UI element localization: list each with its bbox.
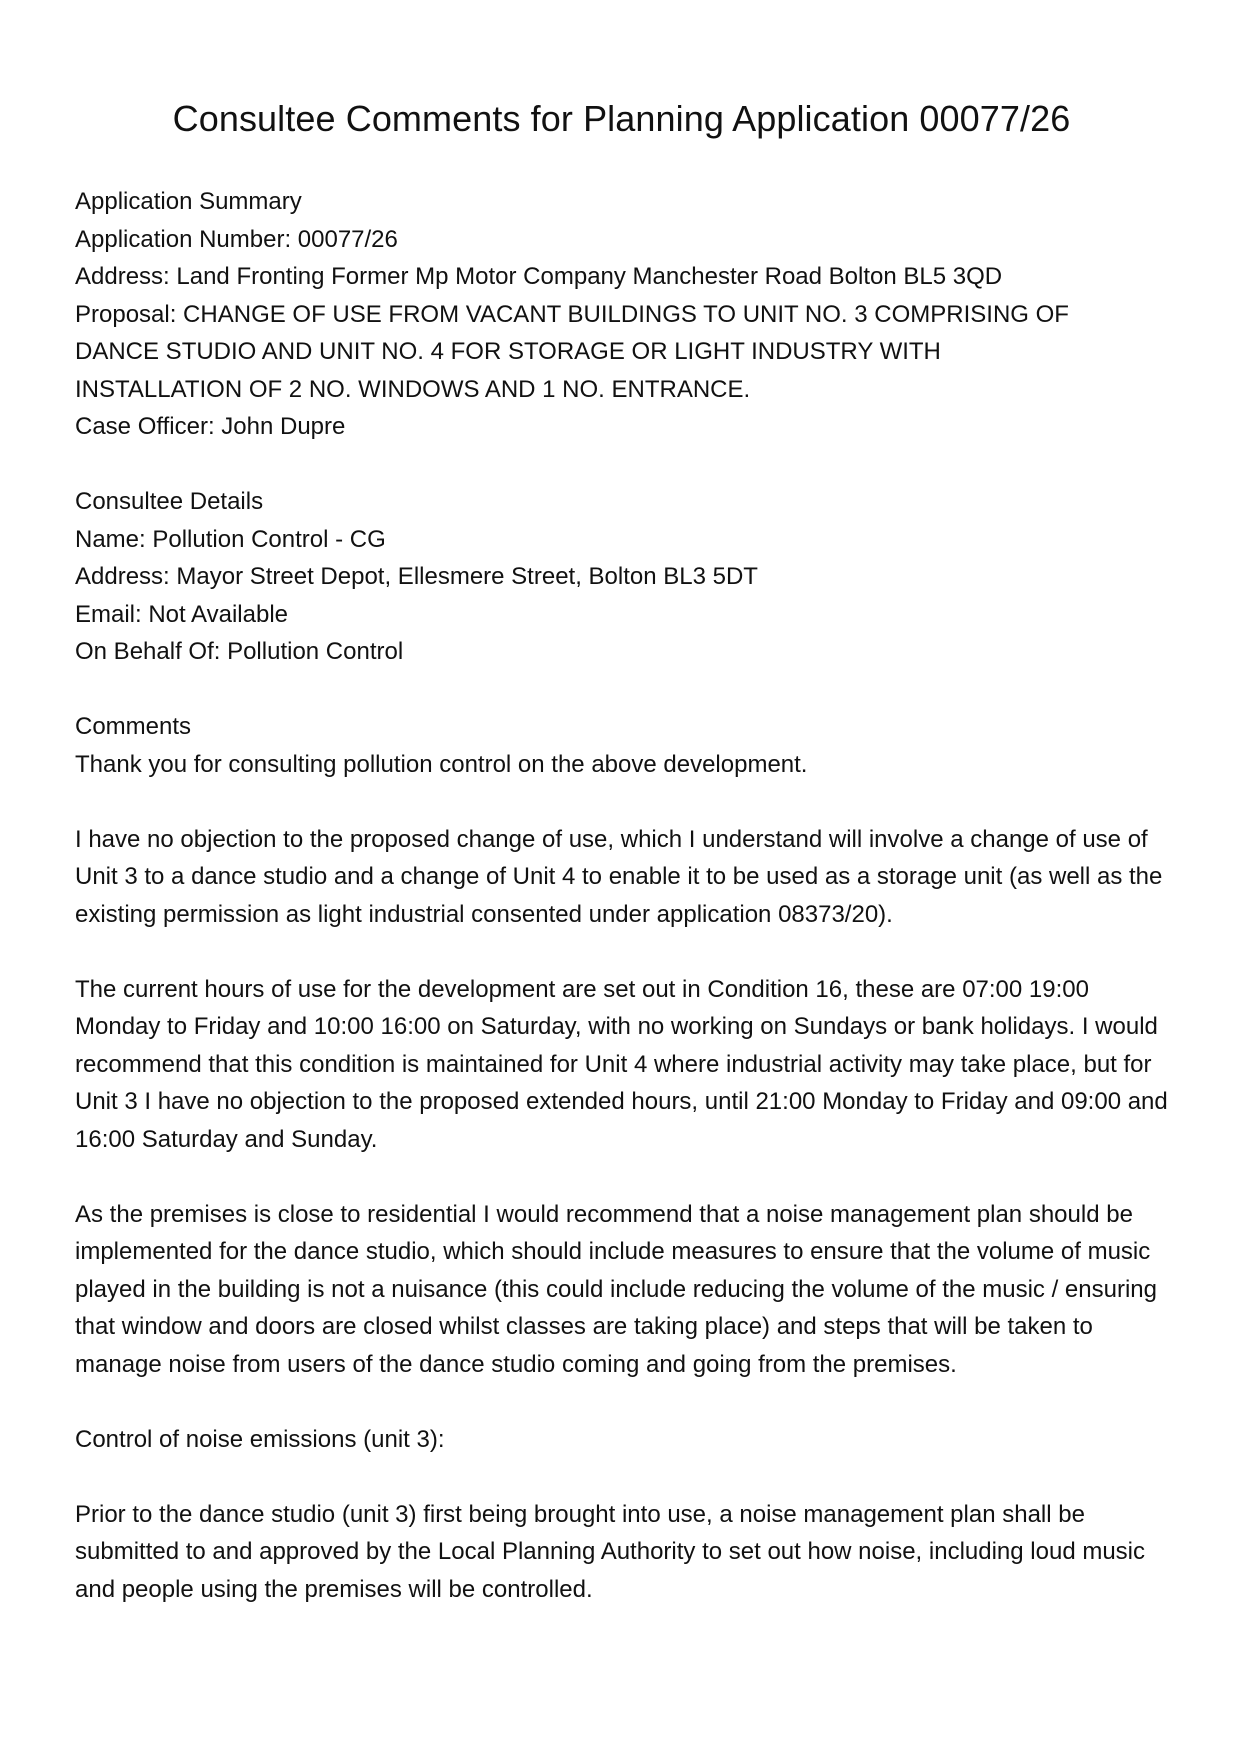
consultee-name: Name: Pollution Control - CG: [75, 525, 386, 553]
consultee-on-behalf-of: On Behalf Of: Pollution Control: [75, 638, 404, 665]
application-address: Address: Land Fronting Former Mp Motor Company Manchester Road Bolton BL5 3QD: [75, 263, 1003, 290]
proposal-line-3: INSTALLATION OF 2 NO. WINDOWS AND 1 NO. ENTRANCE.: [75, 375, 751, 403]
consultee-email: Email: Not Available: [75, 600, 288, 628]
comment-paragraph: As the premises is close to residential I would recommend that a noise management plan should be implemented for the dance studio, which should include measures to ensure that the volume of music played in the building is not a nuisance (this could include reducing the volume of the music / ensuring that window and doors are closed whilst classes are taking place) and steps that will be taken to manage noise from users of the dance studio coming and going from the premises.: [75, 1200, 1157, 1378]
proposal-line-1: Proposal: CHANGE OF USE FROM VACANT BUILDINGS TO UNIT NO. 3 COMPRISING OF: [75, 300, 1069, 328]
consultee-details-heading: Consultee Details: [75, 488, 264, 515]
application-summary-section: [75, 183, 1168, 446]
consultee-details-section: [75, 483, 1168, 671]
application-number: Application Number: 00077/26: [75, 225, 398, 253]
page-title: Consultee Comments for Planning Application 00077/26: [172, 98, 1071, 139]
consultee-address: Address: Mayor Street Depot, Ellesmere Street, Bolton BL3 5DT: [75, 563, 758, 590]
comment-paragraph: I have no objection to the proposed change of use, which I understand will involve a change of use of Unit 3 to a dance studio and a change of Unit 4 to enable it to be used as a storage unit (as well as the existing permission as light industrial consented under application 08373/20).: [75, 825, 1163, 928]
comment-paragraph: The current hours of use for the development are set out in Condition 16, these are 07:00 19:00 Monday to Friday and 10:00 16:00 on Saturday, with no working on Sundays or bank holidays. I would recommend that this condition is maintained for Unit 4 where industrial activity may take place, but for Unit 3 I have no objection to the proposed extended hours, until 21:00 Monday to Friday and 09:00 and 16:00 Saturday and Sunday.: [75, 975, 1168, 1153]
comments-heading: Comments: [75, 713, 192, 740]
comment-paragraph: Control of noise emissions (unit 3):: [75, 1425, 445, 1453]
case-officer: Case Officer: John Dupre: [75, 413, 346, 440]
application-summary-heading: Application Summary: [75, 188, 302, 215]
comments-section: [75, 708, 1168, 1608]
comment-paragraph: Thank you for consulting pollution control on the above development.: [75, 750, 808, 778]
comment-paragraph: Prior to the dance studio (unit 3) first being brought into use, a noise management plan shall be submitted to and approved by the Local Planning Authority to set out how noise, including loud music and people using the premises will be controlled.: [75, 1500, 1146, 1603]
proposal-line-2: DANCE STUDIO AND UNIT NO. 4 FOR STORAGE OR LIGHT INDUSTRY WITH: [75, 338, 941, 365]
